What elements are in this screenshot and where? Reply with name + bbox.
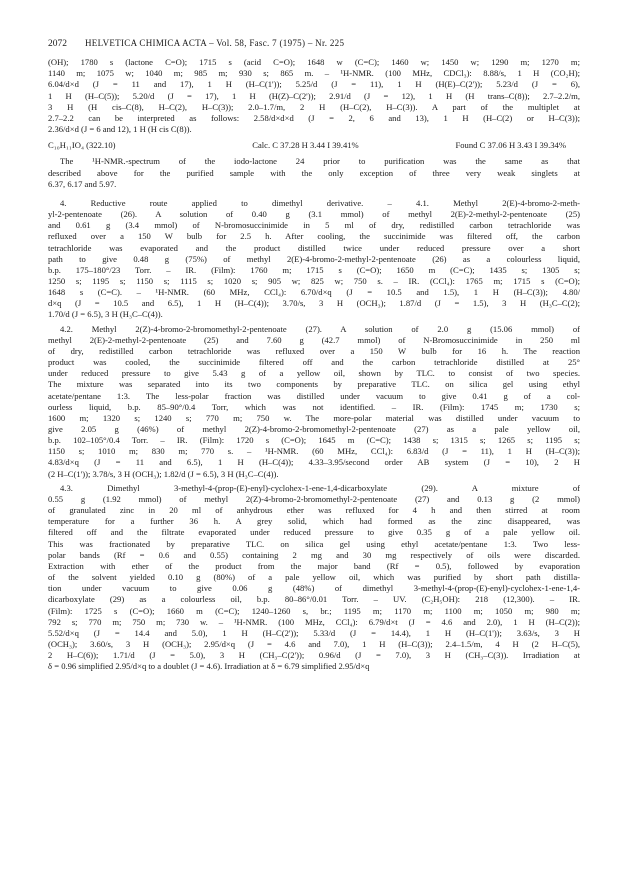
page [48, 38, 580, 672]
text-line: (2 H–C(1')); 3.78/s, 3 H (OCH₃); 1.82/d (J = 6.5), 3 H (H₃C–C(4)). [48, 468, 279, 479]
text-line: path to give 0.48 g (75%) of methyl 2(E)-4-bromo-2-methyl-2-pentenoate (26) as a colourless liquid, [48, 253, 580, 264]
text-line: This was fractionated by preparative TLC. on silica gel using ethyl acetate/pentane 1:3. Two less- [48, 538, 580, 549]
text-line: acetate/pentane 1:3. The less-polar fraction was distilled under vacuum to give 0.41 g of a col- [48, 390, 580, 401]
text-line: 5.52/d×q (J = 14.4 and 5.0), 1 H (H–C(2')); 5.33/d (J = 14.4), 1 H (H–C(1')); 3.63/s, 3 H [48, 627, 580, 638]
text-line: polar bands (Rf = 0.6 and 0.55) containing 2 mg and 30 mg respectively of oils were discarded. [48, 549, 580, 560]
text-line: 1 H (H–C(5)); 5.20/d (J = 17), 1 H (H(Z)–C(2')); 2.91/d (J = 12), 1 H (H trans–C(8)); 2.7–2.2/m, [48, 90, 580, 101]
text-line: 1.70/d (J = 6.5), 3 H (H₃C–C(4)). [48, 309, 163, 320]
text-line: of the solvent yielded 0.10 g (80%) of a pale yellow oil, which was purified by short path distilla- [48, 572, 580, 583]
text-line: refluxed over a 150 W bulb for 2.5 h. After cooling, the succinimide was filtered off, the carbon [48, 231, 580, 242]
text-line: methyl 2(E)-2-methyl-2-pentenoate (25) and 7.60 g (42.7 mmol) of N-Bromosuccinimide in 250 ml [48, 334, 580, 345]
text-line: b.p. 175–180°/23 Torr. – IR. (Film): 1760 m; 1715 s (C=O); 1650 m (C=C); 1435 s; 1305 s; [48, 264, 580, 275]
text-line: 1140 m; 1075 w; 1040 m; 985 m; 930 s; 865 m. – ¹H-NMR. (100 MHz, CDCl₃): 8.88/s, 1 H (CO₂H); [48, 68, 580, 79]
page-header [48, 38, 580, 50]
text-line: under reduced pressure to give 5.43 g of a yellow oil, shown by TLC. to consist of two species. [48, 368, 580, 379]
text-line: Extraction with ether of the product from the major band (Rf = 0.5), followed by evaporation [48, 560, 580, 571]
calculated-values: Calc. C 37.28 H 3.44 I 39.41% [252, 140, 359, 151]
text-line: tion under vacuum to give 0.06 g (48%) of dimethyl 3-methyl-4-(prop-(E)-enyl)-cyclohex-1-ene-1,4- [48, 583, 580, 594]
elemental-analysis [48, 140, 580, 151]
text-line: 3 H (H cis–C(8), H–C(2), H–C(3)); 2.0–1.7/m, 2 H (H–C(2), H–C(3)). A part of the multiplet at [48, 101, 580, 112]
text-line: 6.04/d×d (J = 11 and 17), 1 H (H–C(1')); 5.25/d (J = 11), 1 H (H(E)–C(2')); 5.23/d (J = 6), [48, 79, 580, 90]
text-line: 1600 m; 1320 s; 1240 s; 770 m; 750 w. The more-polar material was distilled under vacuum to [48, 412, 580, 423]
text-line: δ = 0.96 simplified 2.95/d×q to a doublet (J = 4.6). Irradiation at δ = 6.79 simplified 2.95/d×q [48, 661, 370, 672]
text-line: b.p. 102–105°/0.4 Torr. – IR. (Film): 1720 s (C=O); 1645 m (C=C); 1438 s; 1315 s; 1265 s; 1195 s; [48, 435, 580, 446]
text-line: 792 s; 770 m; 750 m; 730 w. – ¹H-NMR. (100 MHz, CCl₄): 6.79/d×t (J = 4.6 and 2.0), 1 H (H–C(2)); [48, 616, 580, 627]
text-line: 2.7–2.2 can be interpreted as follows: 2.58/d×d×d (J = 2, 6 and 13), 1 H (H–C(2) or H–C(3)); [48, 112, 580, 123]
text-line: 1150 s; 1010 m; 830 m; 770 s. – ¹H-NMR. (60 MHz, CCl₄): 6.83/d (J = 11), 1 H (H–C(3)); [48, 446, 580, 457]
text-line: yl-2-pentenoate (26). A solution of 0.40 g (3.1 mmol) of methyl 2(E)-2-methyl-2-pentenoate (25) [48, 209, 580, 220]
text-line: product was cooled, the succinimide filtered off and the carbon tetrachloride distilled at 25° [48, 357, 580, 368]
text-line: 6.37, 6.17 and 5.97. [48, 178, 117, 189]
text-line: dicarboxylate (29) as a colourless oil, b.p. 80–86°/0.01 Torr. – UV. (C₂H₅OH): 218 (12,300). – IR. [48, 594, 580, 605]
text-line: 4.83/d×q (J = 11 and 6.5), 1 H (H–C(4)); 4.33–3.95/second order AB system (J = 10), 2 H [48, 457, 580, 468]
section-4-3 [48, 483, 580, 673]
spectral-data-block [48, 57, 580, 135]
text-line: (OH); 1780 s (lactone C=O); 1715 s (acid C=O); 1648 w (C=C); 1460 w; 1450 w; 1290 m; 1270 m; [48, 57, 580, 68]
text-line: (OCH₃); 3.60/s, 3 H (OCH₃); 2.95/d×q (J = 4.6 and 7.0), 1 H (H–C(3)); 2.4–1.5/m, 4 H (2 H–C(5), [48, 638, 580, 649]
text-line: 4.2. Methyl 2(Z)-4-bromo-2-bromomethyl-2-pentenoate (27). A solution of 2.0 g (15.06 mmol) of [60, 323, 580, 334]
found-values: Found C 37.06 H 3.43 I 39.34% [455, 140, 566, 151]
text-line: 4. Reductive route applied to dimethyl derivative. – 4.1. Methyl 2(E)-4-bromo-2-meth- [60, 197, 580, 208]
text-line: The mixture was separated into its two components by preparative TLC. on silica gel using ethyl [48, 379, 580, 390]
text-line: 4.3. Dimethyl 3-methyl-4-(prop-(E)-enyl)-cyclohex-1-ene-1,4-dicarboxylate (29). A mixture of [60, 482, 580, 493]
text-line: d×q (J = 10.5 and 6.5), 1 H (H–C(4)); 3.70/s, 3 H (OCH₃); 1.87/d (J = 1.5), 3 H (H₃C–C(2); [48, 298, 580, 309]
page-number: 2072 [48, 39, 67, 49]
text-line: and 0.61 g (3.4 mmol) of N-bromosuccinimide in 5 ml of dry, redistilled carbon tetrachloride was [48, 220, 580, 231]
text-line: 0.55 g (1.92 mmol) of methyl 2(Z)-4-bromo-2-bromomethyl-2-pentenoate (27) and 0.13 g (2 mmol) [48, 493, 580, 504]
text-line: 1250 s; 1195 s; 1150 s; 1115 s; 1020 s; 905 w; 825 w; 750 s. – IR. (CCl₄): 1765 m; 1715 s (C=O); [48, 275, 580, 286]
text-line: of dry, redistilled carbon tetrachloride was refluxed over a 150 W bulb for 16 h. The reaction [48, 345, 580, 356]
text-line: described above for the purified sample with the only exception of three very weak singlets at [48, 167, 580, 178]
section-4-2 [48, 324, 580, 480]
text-line: 2 H–C(6)); 1.71/d (J = 5.0), 3 H (CH₃–C(2')); 0.96/d (J = 7.0), 3 H (CH₃–C(3)). Irradiation at [48, 650, 580, 661]
molecular-formula: C₁₀H₁₁IO₄ (322.10) [48, 140, 116, 151]
journal-running-head: HELVETICA CHIMICA ACTA – Vol. 58, Fasc. 7 (1975) – Nr. 225 [85, 38, 345, 48]
text-line: tetrachloride was evaporated and the product distilled twice under reduced pressure over a short [48, 242, 580, 253]
text-line: The ¹H-NMR.-spectrum of the iodo-lactone 24 prior to purification was the same as that [60, 156, 580, 167]
iodo-lactone-note [48, 156, 580, 189]
text-line: filtered off and the filtrate evaporated under reduced pressure to give 0.35 g of a pale yellow oil. [48, 527, 580, 538]
text-line: ourless liquid, b.p. 85–90°/0.4 Torr, which was not identified. – IR. (Film): 1745 m; 1730 s; [48, 401, 580, 412]
text-line: (Film): 1725 s (C=O); 1660 m (C=C); 1240–1260 s, br.; 1195 m; 1170 m; 1100 m; 1050 m; 980 m; [48, 605, 580, 616]
text-line: 2.36/d×d (J = 6 and 12), 1 H (H cis C(8)). [48, 124, 192, 135]
text-line: give 2.05 g (46%) of methyl 2(Z)-4-bromo-2-bromomethyl-2-pentenoate (27) as a pale yellow oil, [48, 424, 580, 434]
text-line: temperature for a further 36 h. A grey solid, which had formed as the zinc disappeared, was [48, 516, 580, 527]
section-4 [48, 198, 580, 321]
text-line: of granulated zinc in 20 ml of anhydrous ether was refluxed for 4 h and then stirred at room [48, 505, 580, 516]
text-line: 1648 s (C=C). – ¹H-NMR. (60 MHz, CCl₄): 6.70/d×q (J = 10.5 and 1.5), 1 H (H–C(3)); 4.80/ [48, 287, 580, 298]
